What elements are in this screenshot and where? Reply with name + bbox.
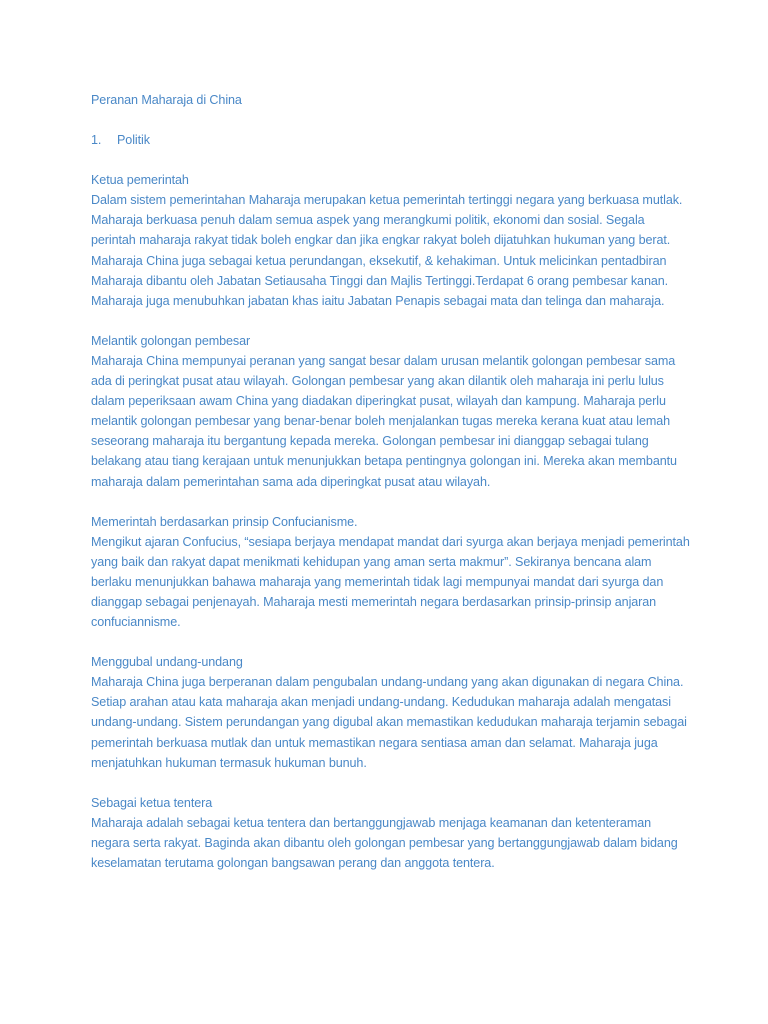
section-heading: Ketua pemerintah: [91, 173, 189, 188]
section-paragraph: Mengikut ajaran Confucius, “sesiapa berjaya mendapat mandat dari syurga akan berjaya menjadi pemerintah yang baik dan rakyat dapat menikmati kehidupan yang aman serta makmur”. Sekiranya bencana alam berlaku menunjukkan bahawa maharaja yang memerintah tidak lagi mempunyai mandat dari syurga dan dianggap sebagai penjenayah. Maharaja mesti memerintah negara berdasarkan prinsip-prinsip anjaran confuciannisme.: [91, 534, 690, 630]
section-paragraph: Dalam sistem pemerintahan Maharaja merupakan ketua pemerintah tertinggi negara yang berkuasa mutlak. Maharaja berkuasa penuh dalam semua aspek yang merangkumi politik, ekonomi dan sosial. Segala perintah maharaja rakyat tidak boleh engkar dan jika engkar rakyat boleh dijatuhkan hukuman yang berat. Maharaja China juga sebagai ketua perundangan, eksekutif, & kehakiman. Untuk melicinkan pentadbiran Maharaja dibantu oleh Jabatan Setiausaha Tinggi dan Majlis Tertinggi.Terdapat 6 orang pembesar kanan. Maharaja juga menubuhkan jabatan khas iaitu Jabatan Penapis sebagai mata dan telinga dan maharaja.: [91, 193, 683, 308]
document-title: Peranan Maharaja di China: [91, 93, 242, 107]
section-ketua-tentera: [91, 793, 691, 873]
section-paragraph: Maharaja China juga berperanan dalam pengubalan undang-undang yang akan digunakan di negara China. Setiap arahan atau kata maharaja akan menjadi undang-undang. Kedudukan maharaja adalah mengatasi undang-undang. Sistem perundangan yang digubal akan memastikan kedudukan maharaja terjamin sebagai pemerintah berkuasa mutlak dan untuk memastikan negara sentiasa aman dan selamat. Maharaja juga menjatuhkan hukuman termasuk hukuman bunuh.: [91, 675, 687, 770]
section-heading: Sebagai ketua tentera: [91, 795, 213, 810]
section-heading: Melantik golongan pembesar: [91, 333, 251, 348]
section-number-heading: [91, 130, 691, 150]
section-menggubal-undang-undang: [91, 652, 691, 773]
section-melantik-golongan-pembesar: [91, 331, 691, 492]
heading-label: Politik: [117, 133, 150, 148]
section-confucianisme: [91, 512, 691, 633]
section-heading: Memerintah berdasarkan prinsip Confucianisme.: [91, 514, 358, 529]
section-ketua-pemerintah: [91, 170, 691, 311]
section-paragraph: Maharaja China mempunyai peranan yang sangat besar dalam urusan melantik golongan pembesar sama ada di peringkat pusat atau wilayah. Golongan pembesar yang akan dilantik oleh maharaja ini perlu lulus dalam peperiksaan awam China yang diadakan diperingkat pusat, wilayah dan kampung. Maharaja perlu melantik golongan pembesar yang benar-benar boleh menjalankan tugas mereka kerana kuat atau lemah seseorang maharaja itu bergantung kepada mereka. Golongan pembesar ini dianggap sebagai tulang belakang atau tiang kerajaan untuk menunjukkan betapa pentingnya golongan ini. Mereka akan membantu maharaja dalam pemerintahan sama ada diperingkat pusat atau wilayah.: [91, 353, 677, 489]
section-heading: Menggubal undang-undang: [91, 655, 243, 670]
section-paragraph: Maharaja adalah sebagai ketua tentera dan bertanggungjawab menjaga keamanan dan ketenteraman negara serta rakyat. Baginda akan dibantu oleh golongan pembesar yang bertanggungjawab dalam bidang keselamatan terutama golongan bangsawan perang dan anggota tentera.: [91, 815, 678, 870]
heading-number: 1.: [91, 133, 102, 148]
document-content: [91, 90, 691, 893]
